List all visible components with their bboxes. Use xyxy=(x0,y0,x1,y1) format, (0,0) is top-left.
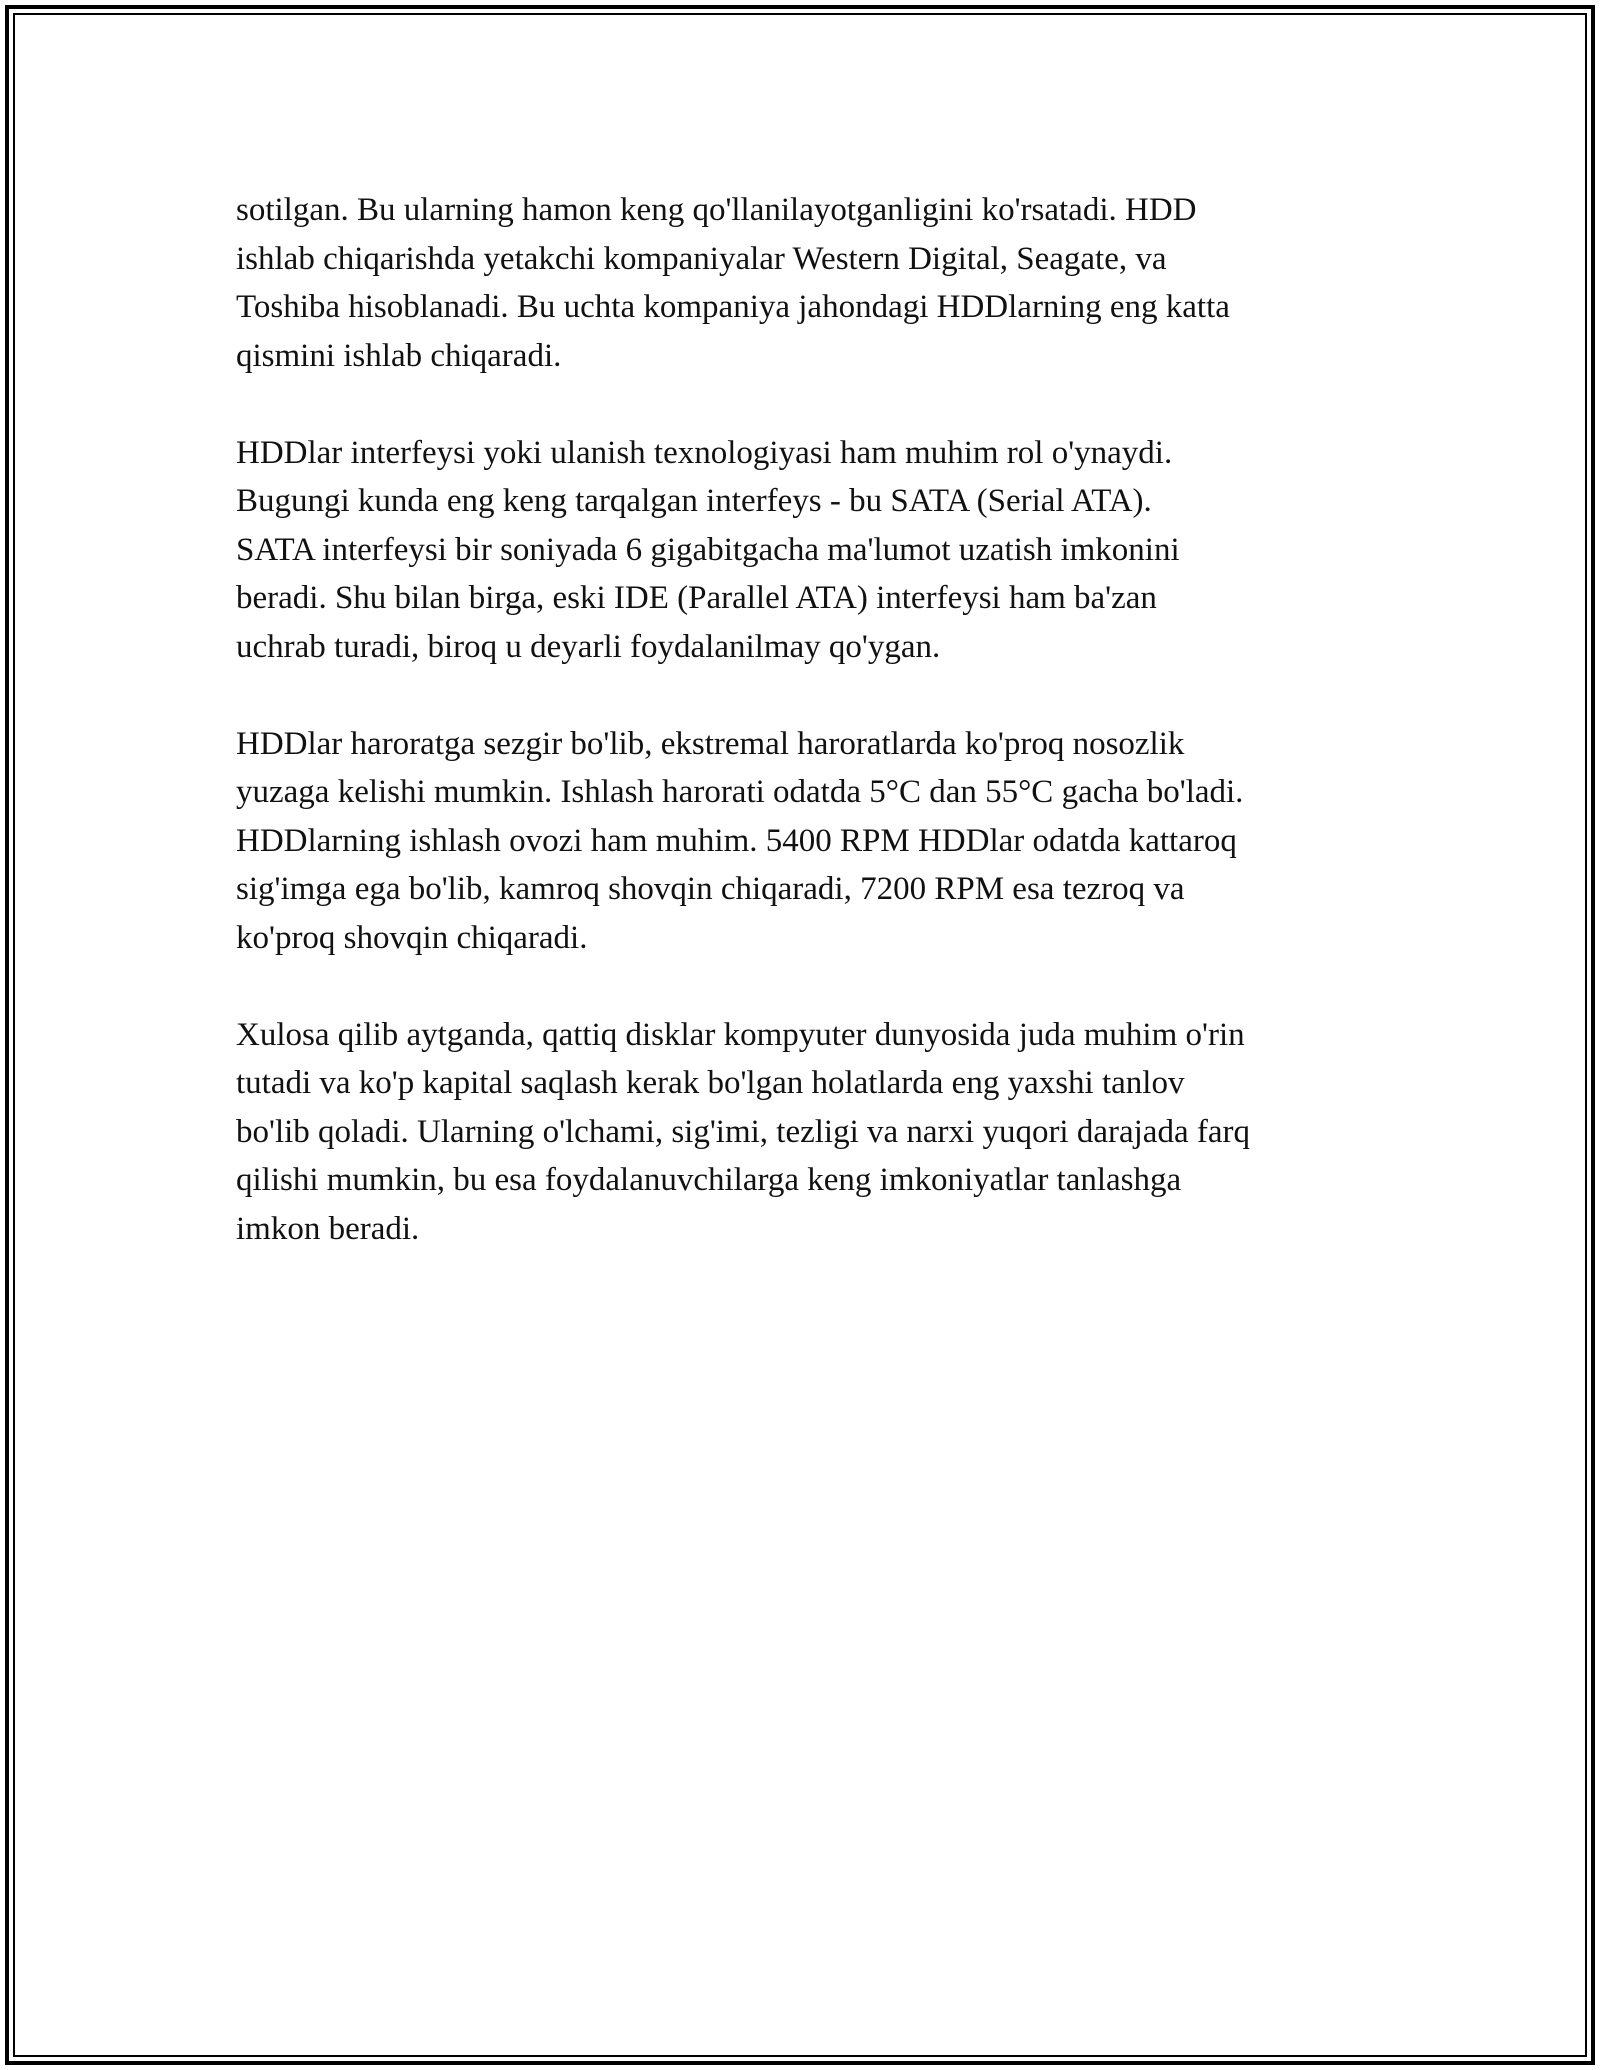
document-body xyxy=(236,186,1376,1302)
paragraph-4: Xulosa qilib aytganda, qattiq disklar kompyuter dunyosida juda muhim o'rin tutadi va ko'p kapital saqlash kerak bo'lgan holatlarda eng yaxshi tanlov bo'lib qoladi. Ularning o'lchami, sig'imi, tezligi va narxi yuqori darajada farq qilishi mumkin, bu esa foydalanuvchilarga keng imkoniyatlar tanlashga imkon beradi. xyxy=(236,1016,1250,1247)
paragraph-3: HDDlar haroratga sezgir bo'lib, ekstremal haroratlarda ko'proq nosozlik yuzaga kelishi mumkin. Ishlash harorati odatda 5°C dan 55°C gacha bo'ladi. HDDlarning ishlash ovozi ham muhim. 5400 RPM HDDlar odatda kattaroq sig'imga ega bo'lib, kamroq shovqin chiqaradi, 7200 RPM esa tezroq va ko'proq shovqin chiqaradi. xyxy=(236,725,1244,956)
paragraph-2: HDDlar interfeysi yoki ulanish texnologiyasi ham muhim rol o'ynaydi. Bugungi kunda eng keng tarqalgan interfeys - bu SATA (Serial ATA). SATA interfeysi bir soniyada 6 gigabitgacha ma'lumot uzatish imkonini beradi. Shu bilan birga, eski IDE (Parallel ATA) interfeysi ham ba'zan uchrab turadi, biroq u deyarli foydalanilmay qo'ygan. xyxy=(236,434,1180,665)
paragraph-1: sotilgan. Bu ularning hamon keng qo'llanilayotganligini ko'rsatadi. HDD ishlab chiqarishda yetakchi kompaniyalar Western Digital, Seagate, va Toshiba hisoblanadi. Bu uchta kompaniya jahondagi HDDlarning eng katta qismini ishlab chiqaradi. xyxy=(236,192,1230,374)
